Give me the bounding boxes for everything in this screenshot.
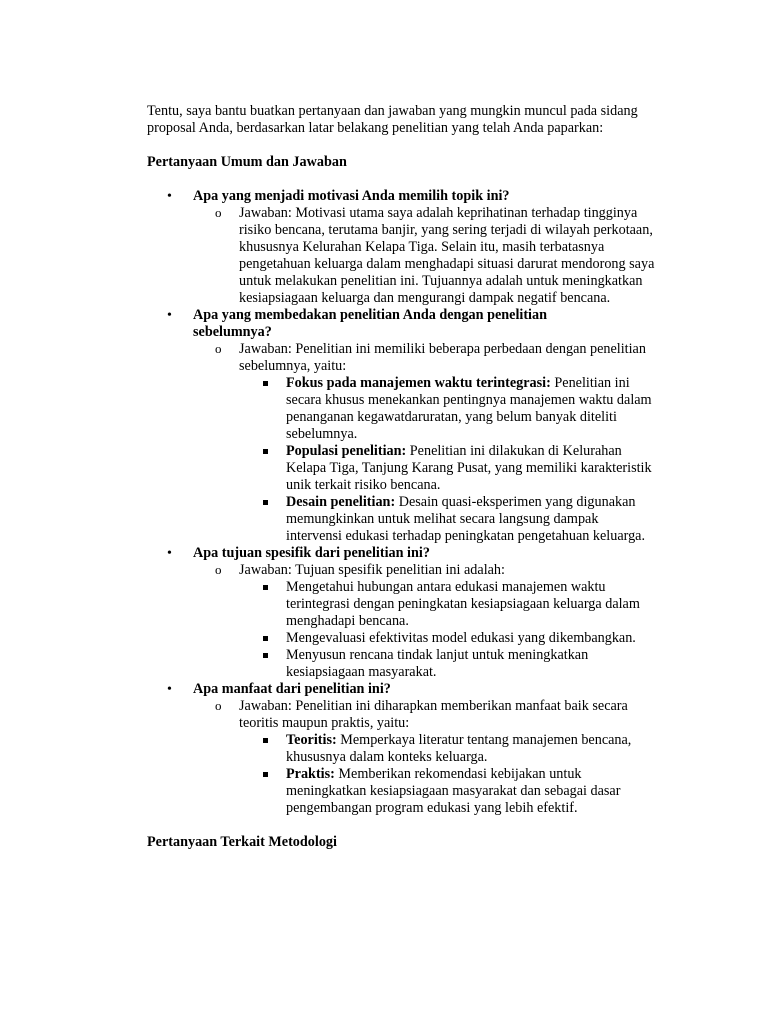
list-item: Menyusun rencana tindak lanjut untuk meningkatkan kesiapsiagaan masyarakat. xyxy=(239,647,656,681)
item-label: Teoritis: xyxy=(286,732,337,748)
list-item xyxy=(239,766,656,817)
item-text: Memberikan rekomendasi kebijakan untuk meningkatkan kesiapsiagaan masyarakat dan sebagai dasar pengembangan program edukasi yang lebih efektif. xyxy=(286,766,621,816)
question-item-2 xyxy=(147,307,653,545)
list-item xyxy=(239,732,656,766)
answer-item xyxy=(193,562,655,681)
question-item-3 xyxy=(147,545,653,681)
item-label: Fokus pada manajemen waktu terintegrasi: xyxy=(286,375,551,391)
answer-text: Jawaban: Motivasi utama saya adalah keprihatinan terhadap tingginya risiko bencana, terutama banjir, yang sering terjadi di wilayah perkotaan, khususnya Kelurahan Kelapa Tiga. Selain itu, masih terbatasnya pengetahuan keluarga dalam menghadapi situasi darurat mendorong saya untuk melakukan penelitian ini. Tujuannya adalah untuk meningkatkan kesiapsiagaan keluarga dan mengurangi dampak negatif bencana. xyxy=(239,205,655,306)
section-heading-methodology: Pertanyaan Terkait Metodologi xyxy=(147,834,337,850)
item-text: Penelitian ini secara khusus menekankan pentingnya manajemen waktu dalam penanganan kegawatdaruratan, yang belum banyak diteliti sebelumnya. xyxy=(286,375,652,442)
answer-text: Jawaban: Tujuan spesifik penelitian ini adalah: xyxy=(239,562,505,578)
answer-text: Jawaban: Penelitian ini memiliki beberapa perbedaan dengan penelitian sebelumnya, yaitu: xyxy=(239,341,646,374)
list-item xyxy=(239,494,656,545)
question-text: • Apa tujuan spesifik dari penelitian ini? xyxy=(193,545,430,561)
intro-paragraph: Tentu, saya bantu buatkan pertanyaan dan jawaban yang mungkin muncul pada sidang proposal Anda, berdasarkan latar belakang penelitian yang telah Anda paparkan: xyxy=(147,103,638,136)
document-content xyxy=(147,103,667,851)
answer-item xyxy=(193,698,655,817)
question-text: • Apa manfaat dari penelitian ini? xyxy=(193,681,391,697)
question-list xyxy=(147,188,667,817)
answer-text: Jawaban: Penelitian ini diharapkan memberikan manfaat baik secara teoritis maupun praktis, yaitu: xyxy=(239,698,628,731)
answer-item xyxy=(193,341,655,545)
item-label: Populasi penelitian: xyxy=(286,443,407,459)
list-item xyxy=(239,375,656,443)
question-item-1 xyxy=(147,188,653,307)
item-text: Penelitian ini dilakukan di Kelurahan Kelapa Tiga, Tanjung Karang Pusat, yang memiliki karakteristik unik terkait risiko bencana. xyxy=(286,443,652,493)
list-item: Mengetahui hubungan antara edukasi manajemen waktu terintegrasi dengan peningkatan kesiapsiagaan keluarga dalam menghadapi bencana. xyxy=(239,579,656,630)
item-label: Praktis: xyxy=(286,766,335,782)
list-item: Mengevaluasi efektivitas model edukasi yang dikembangkan. xyxy=(239,630,656,647)
answer-item xyxy=(193,205,655,307)
item-label: Desain penelitian: xyxy=(286,494,396,510)
list-item xyxy=(239,443,656,494)
question-text: • Apa yang menjadi motivasi Anda memilih topik ini? xyxy=(193,188,510,204)
section-heading-general: Pertanyaan Umum dan Jawaban xyxy=(147,154,347,170)
question-item-4 xyxy=(147,681,653,817)
question-text: • Apa yang membedakan penelitian Anda dengan penelitian sebelumnya? xyxy=(193,307,547,340)
item-text: Memperkaya literatur tentang manajemen bencana, khususnya dalam konteks keluarga. xyxy=(286,732,632,765)
item-text: Desain quasi-eksperimen yang digunakan memungkinkan untuk melihat secara langsung dampak intervensi edukasi terhadap peningkatan pengetahuan keluarga. xyxy=(286,494,646,544)
